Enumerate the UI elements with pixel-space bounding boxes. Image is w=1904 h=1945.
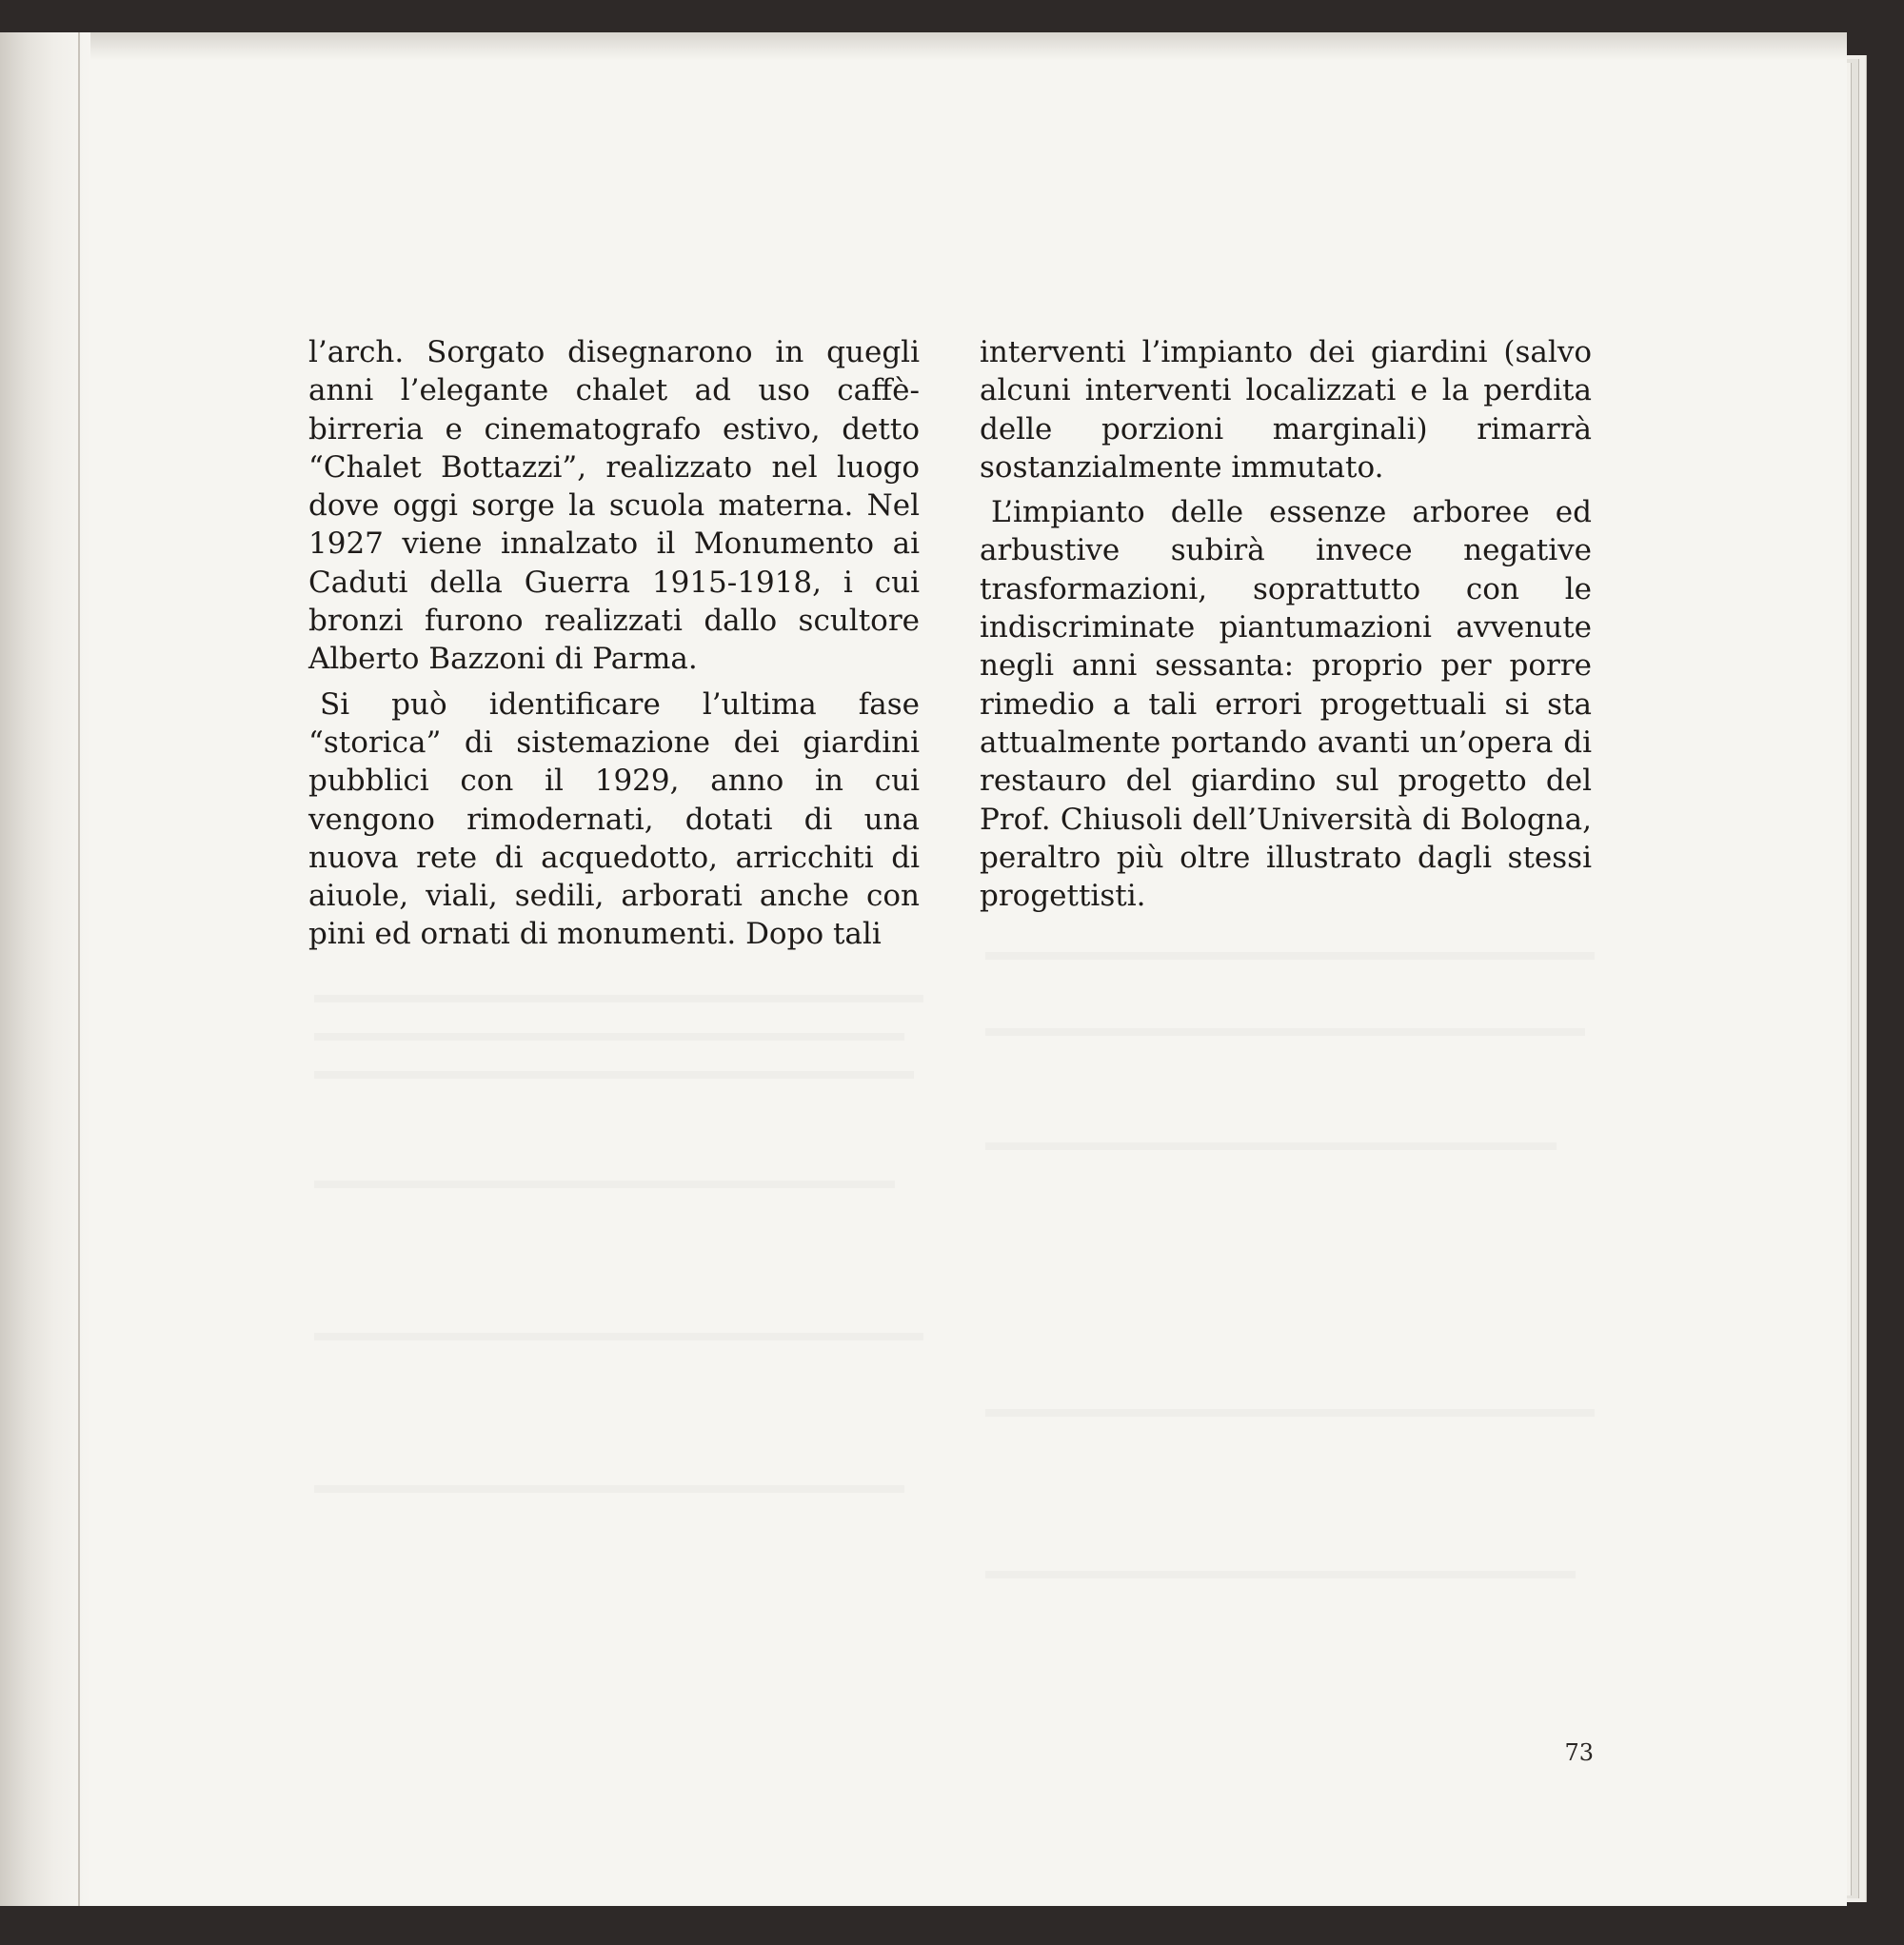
show-through — [314, 1033, 904, 1041]
page-sheet — [0, 32, 1847, 1906]
right-text-column — [980, 333, 1592, 922]
binding-fold-line — [78, 32, 80, 1906]
show-through — [314, 1181, 895, 1188]
paragraph: interventi l’impianto dei giardini (salvo alcuni interventi localizzati e la perdita delle porzioni marginali) rimarrà sostanzialmente immutato. — [980, 335, 1592, 485]
show-through — [985, 1571, 1576, 1578]
show-through — [314, 995, 923, 1002]
book-binding-gutter — [0, 32, 90, 1906]
paragraph: L’impianto delle essenze arboree ed arbustive subirà invece negative trasformazioni, soprattutto con le indiscriminate piantumazioni avvenute negli anni sessanta: proprio per porre rimedio a tali errori progettuali si sta attualmente portando avanti un’opera di restauro del giardino sul progetto del Prof. Chiusoli dell’Università di Bologna, peraltro più oltre illustrato dagli stessi progettisti. — [980, 495, 1592, 914]
page-number: 73 — [1564, 1739, 1594, 1766]
page-top-shadow — [0, 32, 1847, 61]
show-through — [314, 1485, 904, 1493]
show-through — [985, 952, 1595, 960]
paragraph: Si può identificare l’ultima fase “storica” di sistemazione dei giardini pubblici con il 1929, anno in cui vengono rimodernati, dotati di una nuova rete di acquedotto, arricchiti di aiuole, viali, sedili, arborati anche con pini ed ornati di monumenti. Dopo tali — [308, 686, 920, 952]
left-text-column — [308, 333, 920, 961]
show-through — [985, 1409, 1595, 1417]
show-through — [314, 1333, 923, 1340]
show-through — [985, 1028, 1585, 1036]
show-through — [985, 1142, 1557, 1150]
scan-background — [0, 0, 1904, 32]
paragraph: l’arch. Sorgato disegnarono in quegli anni l’elegante chalet ad uso caffè-birreria e cinematografo estivo, detto “Chalet Bottazzi”, realizzato nel luogo dove oggi sorge la scuola materna. Nel 1927 viene innalzato il Monumento ai Caduti della Guerra 1915-1918, i cui bronzi furono realizzati dallo scultore Alberto Bazzoni di Parma. — [308, 335, 920, 677]
show-through — [314, 1071, 914, 1079]
